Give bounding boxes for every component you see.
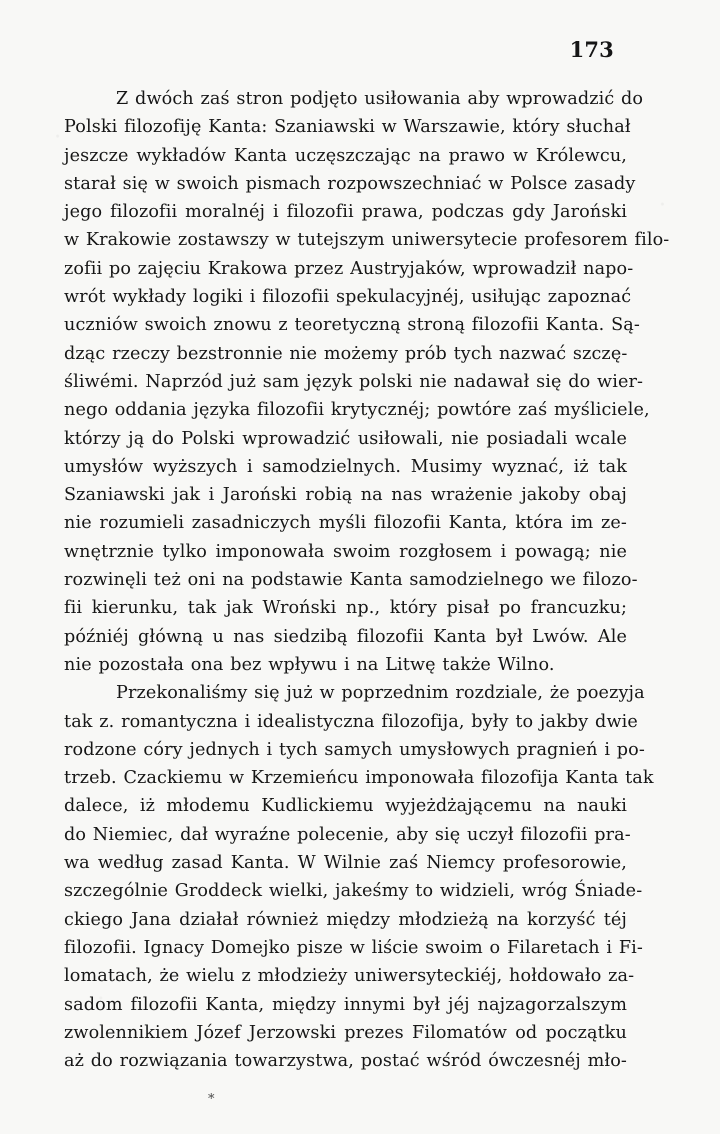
text-line: w Krakowie zostawszy w tutejszym uniwersytecie profesorem filo- — [64, 230, 670, 251]
text-line: rodzone córy jednych i tych samych umysłowych pragnień i po- — [64, 739, 645, 760]
text-line: umysłów wyższych i samodzielnych. Musimy wyznać, iż tak — [64, 456, 627, 477]
text-line: lomatach, że wielu z młodzieży uniwersyteckiéj, hołdowało za- — [64, 966, 635, 987]
text-line: wa według zasad Kanta. W Wilnie zaś Niemcy profesorowie, — [64, 853, 627, 874]
text-line: wrót wykłady logiki i filozofii spekulacyjnéj, usiłując zapoznać — [64, 287, 632, 308]
footer-mark: * — [208, 1092, 215, 1107]
text-line: fii kierunku, tak jak Wroński np., który pisał po francuzku; — [64, 598, 627, 619]
text-line: rozwinęli też oni na podstawie Kanta samodzielnego we filozo- — [64, 570, 638, 591]
text-line: ckiego Jana działał również między młodzieżą na korzyść téj — [64, 909, 627, 930]
text-line: nie rozumieli zasadniczych myśli filozofii Kanta, która im ze- — [64, 513, 627, 534]
text-line: zwolennikiem Józef Jerzowski prezes Filomatów od początku — [64, 1022, 627, 1043]
text-line: dząc rzeczy bezstronnie nie możemy prób tych nazwać szczę- — [64, 343, 628, 364]
text-line: Z dwóch zaś stron podjęto usiłowania aby wprowadzić do — [116, 89, 644, 109]
text-line: Szaniawski jak i Jaroński robią na nas wrażenie jakoby obaj — [64, 485, 627, 506]
text-line: zofii po zajęciu Krakowa przez Austryjaków, wprowadził napo- — [64, 258, 634, 279]
text-line: do Niemiec, dał wyraźne polecenie, aby się uczył filozofii pra- — [64, 824, 631, 845]
text-line: starał się w swoich pismach rozpowszechniać w Polsce zasady — [64, 173, 636, 194]
text-line: nie pozostała ona bez wpływu i na Litwę także Wilno. — [64, 654, 555, 675]
text-line: trzeb. Czackiemu w Krzemieńcu imponowała filozofija Kanta tak — [64, 768, 654, 789]
text-line: jego filozofii moralnéj i filozofii prawa, podczas gdy Jaroński — [64, 202, 627, 223]
text-line: uczniów swoich znowu z teoretyczną stroną filozofii Kanta. Są- — [64, 315, 640, 336]
text-line: sadom filozofii Kanta, między innymi był jéj najzagorzalszym — [64, 994, 627, 1015]
body-text — [64, 85, 670, 1075]
text-line: szczególnie Groddeck wielki, jakeśmy to widzieli, wróg Śniade- — [64, 881, 643, 902]
page-number: 173 — [569, 37, 614, 62]
text-line: dalece, iż młodemu Kudlickiemu wyjeżdżającemu na nauki — [64, 796, 627, 817]
text-line: nego oddania języka filozofii krytycznéj; powtóre zaś myśliciele, — [64, 400, 650, 421]
text-line: śliwémi. Naprzód już sam język polski nie nadawał się do wier- — [64, 371, 644, 392]
text-line: tak z. romantyczna i idealistyczna filozofija, były to jakby dwie — [64, 711, 638, 732]
text-line: filozofii. Ignacy Domejko pisze w liście swoim o Filaretach i Fi- — [64, 937, 643, 958]
text-line: aż do rozwiązania towarzystwa, postać wśród ówczesnéj mło- — [64, 1051, 627, 1072]
text-line: Przekonaliśmy się już w poprzednim rozdziale, że poezyja — [116, 683, 645, 704]
text-line: późniéj główną u nas siedzibą filozofii Kanta był Lwów. Ale — [64, 626, 627, 647]
text-line: jeszcze wykładów Kanta uczęszczając na prawo w Królewcu, — [64, 145, 627, 166]
text-line: wnętrznie tylko imponowała swoim rozgłosem i powagą; nie — [64, 541, 627, 562]
text-line: którzy ją do Polski wprowadzić usiłowali, nie posiadali wcale — [64, 428, 627, 449]
text-line: Polski filozofiję Kanta: Szaniawski w Warszawie, który słuchał — [64, 117, 631, 138]
